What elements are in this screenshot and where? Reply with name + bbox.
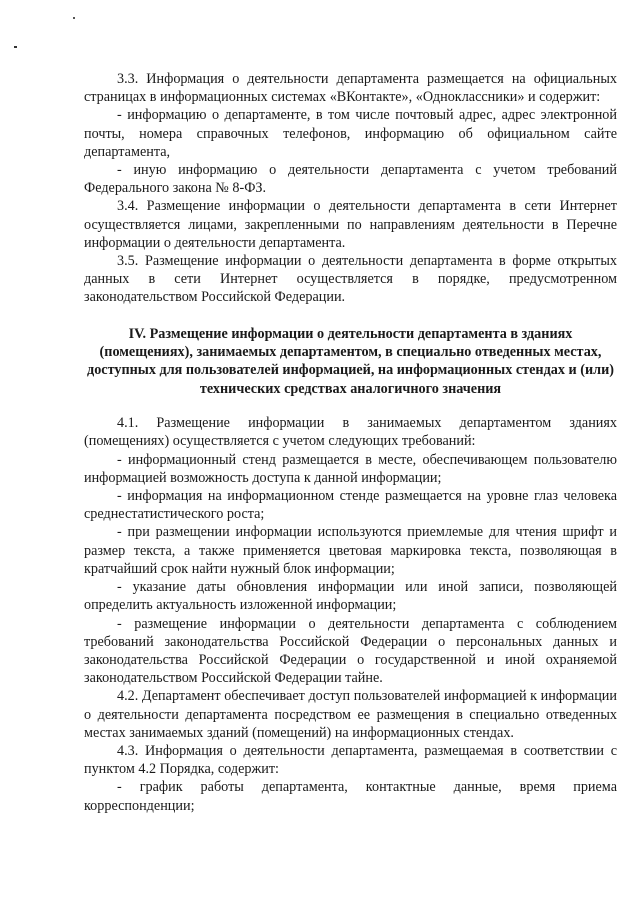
paragraph-4-3: 4.3. Информация о деятельности департамента, размещаемая в соответствии с пунктом 4.2 Порядка, содержит:: [84, 742, 617, 778]
document-body: [84, 70, 617, 815]
paragraph-3-5: 3.5. Размещение информации о деятельности департамента в форме открытых данных в сети Интернет осуществляется в порядке, предусмотренном законодательством Российской Федерации.: [84, 253, 617, 306]
paragraph-4-1: 4.1. Размещение информации в занимаемых департаментом зданиях (помещениях) осуществляется с учетом следующих требований:: [84, 415, 617, 450]
bullet-item: - информация на информационном стенде размещается на уровне глаз человека среднестатистического роста;: [84, 488, 617, 523]
section-heading-iv: IV. Размещение информации о деятельности департамента в зданиях (помещениях), занимаемых департаментом, в специально отведенных местах, доступных для пользователей информацией, на информационных стендах и (или) технических средствах аналогичного значения: [87, 325, 614, 397]
paragraph-3-3: 3.3. Информация о деятельности департамента размещается на официальных страницах в информационных системах «ВКонтакте», «Одноклассники» и содержит:: [84, 71, 617, 106]
bullet-item: - при размещении информации используются приемлемые для чтения шрифт и размер текста, а также применяется цветовая маркировка текста, позволяющая в кратчайший срок найти нужный блок информации;: [84, 524, 617, 577]
bullet-item: - информационный стенд размещается в месте, обеспечивающем пользователю информацией возможность доступа к данной информации;: [84, 451, 617, 486]
paragraph-4-2: 4.2. Департамент обеспечивает доступ пользователей информацией к информации о деятельности департамента посредством ее размещения в специально отведенных местах занимаемых зданий (помещений) на информационных стендах.: [84, 688, 617, 741]
bullet-item: - размещение информации о деятельности департамента с соблюдением требований законодательства Российской Федерации о персональных данных и законодательства Российской Федерации о государственной и иной охраняемой законодательством Российской Федерации тайне.: [84, 615, 617, 687]
scan-mark: [73, 17, 75, 19]
bullet-item: - график работы департамента, контактные данные, время приема корреспонденции;: [84, 779, 617, 814]
bullet-item: - иную информацию о деятельности департамента с учетом требований Федерального закона № 8-ФЗ.: [84, 162, 617, 197]
scan-mark: [14, 46, 17, 48]
paragraph-3-4: 3.4. Размещение информации о деятельности департамента в сети Интернет осуществляется лицами, закрепленными по направлениям деятельности в Перечне информации о деятельности департамента.: [84, 198, 617, 251]
bullet-item: - указание даты обновления информации или иной записи, позволяющей определить актуальность изложенной информации;: [84, 579, 617, 614]
bullet-item: - информацию о департаменте, в том числе почтовый адрес, адрес электронной почты, номера справочных телефонов, информацию об официальном сайте департамента,: [84, 107, 617, 160]
